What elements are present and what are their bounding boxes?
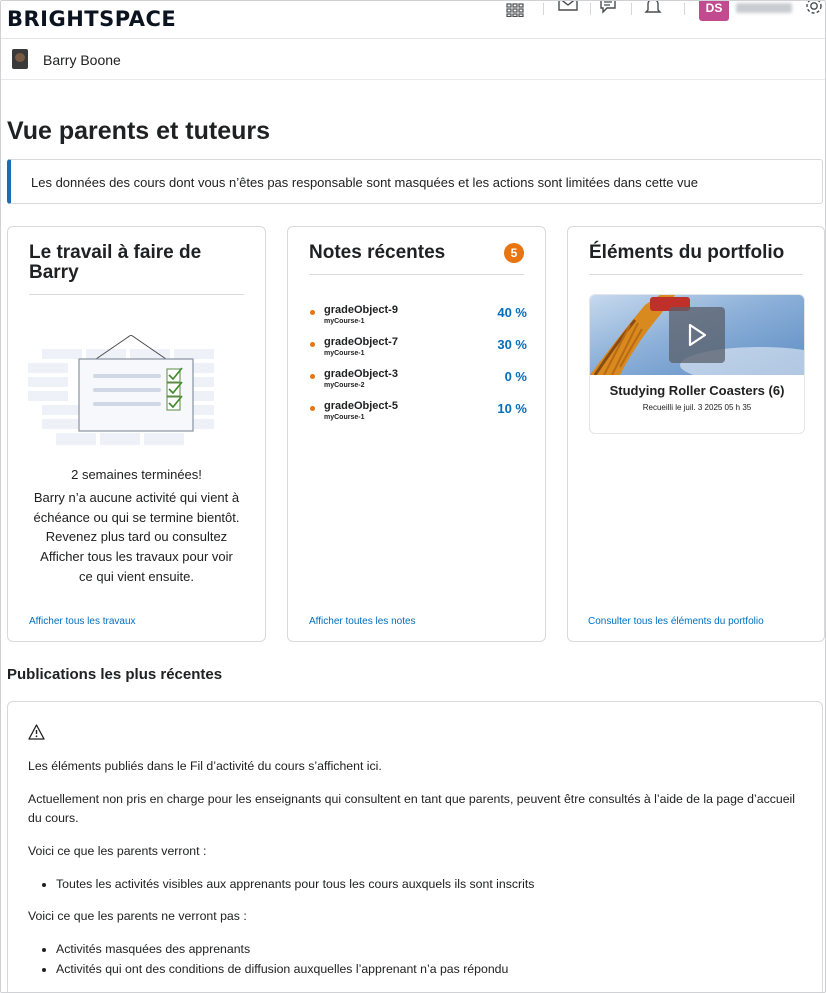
bullet-dot-icon — [310, 406, 315, 411]
whiteboard-illustration — [28, 335, 214, 450]
bullet-dot-icon — [310, 310, 315, 315]
portfolio-item-date: Recueilli le juil. 3 2025 05 h 35 — [642, 403, 752, 412]
work-card-title-line1: Le travail à faire de — [29, 242, 202, 263]
publications-panel — [7, 701, 823, 993]
list-item: • Activités qui ont des conditions de diffusion auxquelles l’apprenant n’a pas répondu — [56, 960, 508, 980]
view-all-work-link[interactable]: Afficher tous les travaux — [29, 616, 136, 627]
work-status: 2 semaines terminées! — [71, 467, 202, 482]
grade-item[interactable] — [309, 304, 527, 330]
grade-course: myCourse-1 — [324, 414, 365, 421]
portfolio-item[interactable] — [589, 294, 805, 434]
card-divider — [309, 274, 524, 275]
user-avatar[interactable]: DS — [699, 0, 729, 21]
bullet-dot-icon — [310, 342, 315, 347]
publications-title: Publications les plus récentes — [7, 666, 223, 683]
work-message-line: échéance ou qui se termine bientôt. — [33, 510, 240, 525]
user-name-blurred[interactable] — [736, 3, 792, 13]
portfolio-item-title[interactable]: Studying Roller Coasters (6) — [609, 383, 785, 398]
portfolio-card-title: Éléments du portfolio — [589, 242, 785, 263]
work-message-line: Revenez plus tard ou consultez — [45, 529, 228, 544]
grade-course: myCourse-1 — [324, 350, 365, 357]
grade-value: 0 % — [504, 369, 527, 384]
grade-name: gradeObject-5 — [324, 400, 398, 412]
play-icon[interactable] — [669, 307, 725, 363]
bullet-dot-icon — [310, 374, 315, 379]
publications-note: Actuellement non pris en charge pour les enseignants qui consultent en tant que parents, peuvent être consultés à l’aide de la page d’accueil du cours. — [28, 792, 796, 825]
grade-value: 10 % — [497, 401, 527, 416]
student-avatar[interactable] — [12, 49, 28, 69]
parents-wont-see-list — [56, 940, 508, 979]
portfolio-thumbnail[interactable] — [590, 295, 805, 375]
grade-course: myCourse-1 — [324, 318, 365, 325]
grades-card-title: Notes récentes — [309, 242, 446, 263]
mail-icon[interactable] — [557, 0, 579, 13]
work-card-title-line2: Barry — [29, 262, 79, 283]
list-item: • Toutes les activités visibles aux apprenants pour tous les cours auxquels ils sont inscrits — [56, 875, 534, 895]
grade-name: gradeObject-9 — [324, 304, 398, 316]
work-message-line: Afficher tous les travaux pour voir — [40, 549, 233, 564]
grade-course: myCourse-2 — [324, 382, 365, 389]
parents-will-see-list — [56, 875, 534, 895]
chat-icon[interactable] — [598, 0, 620, 15]
top-nav — [1, 1, 826, 39]
work-card — [7, 226, 266, 642]
view-all-portfolio-link[interactable]: Consulter tous les éléments du portfolio — [588, 616, 764, 627]
nav-separator — [631, 3, 632, 15]
nav-separator — [590, 3, 591, 15]
work-message-line: ce qui vient ensuite. — [79, 569, 194, 584]
view-all-grades-link[interactable]: Afficher toutes les notes — [309, 616, 416, 627]
grade-value: 30 % — [497, 337, 527, 352]
page-title: Vue parents et tuteurs — [7, 117, 271, 145]
nav-separator — [543, 3, 544, 15]
work-card-title — [29, 243, 201, 283]
grade-item[interactable] — [309, 336, 527, 362]
recent-grades-card — [287, 226, 546, 642]
list-item: • Activités masquées des apprenants — [56, 940, 508, 960]
alert-text: Les données des cours dont vous n’êtes pas responsable sont masquées et les actions sont limitées dans cette vue — [31, 175, 699, 190]
portfolio-card — [567, 226, 825, 642]
student-name[interactable]: Barry Boone — [43, 52, 121, 68]
grades-count-badge: 5 — [504, 243, 524, 263]
parents-will-see-heading: Voici ce que les parents verront : — [28, 844, 207, 858]
grade-item[interactable] — [309, 368, 527, 394]
gear-icon[interactable] — [803, 0, 825, 16]
grade-name: gradeObject-7 — [324, 336, 398, 348]
grade-value: 40 % — [497, 305, 527, 320]
parents-wont-see-heading: Voici ce que les parents ne verront pas : — [28, 909, 247, 923]
info-alert — [7, 159, 823, 204]
nav-separator — [684, 3, 685, 15]
card-divider — [589, 274, 803, 275]
work-message-line: Barry n’a aucune activité qui vient à — [33, 490, 240, 505]
student-bar — [1, 40, 826, 80]
brightspace-logo[interactable]: BRIGHTSPACE — [7, 7, 177, 31]
grade-name: gradeObject-3 — [324, 368, 398, 380]
grade-item[interactable] — [309, 400, 527, 426]
publications-intro: Les éléments publiés dans le Fil d’activité du cours s’affichent ici. — [28, 759, 382, 773]
card-divider — [29, 294, 244, 295]
waffle-icon[interactable] — [504, 1, 526, 19]
warning-icon — [28, 724, 45, 740]
bell-icon[interactable] — [642, 0, 664, 15]
